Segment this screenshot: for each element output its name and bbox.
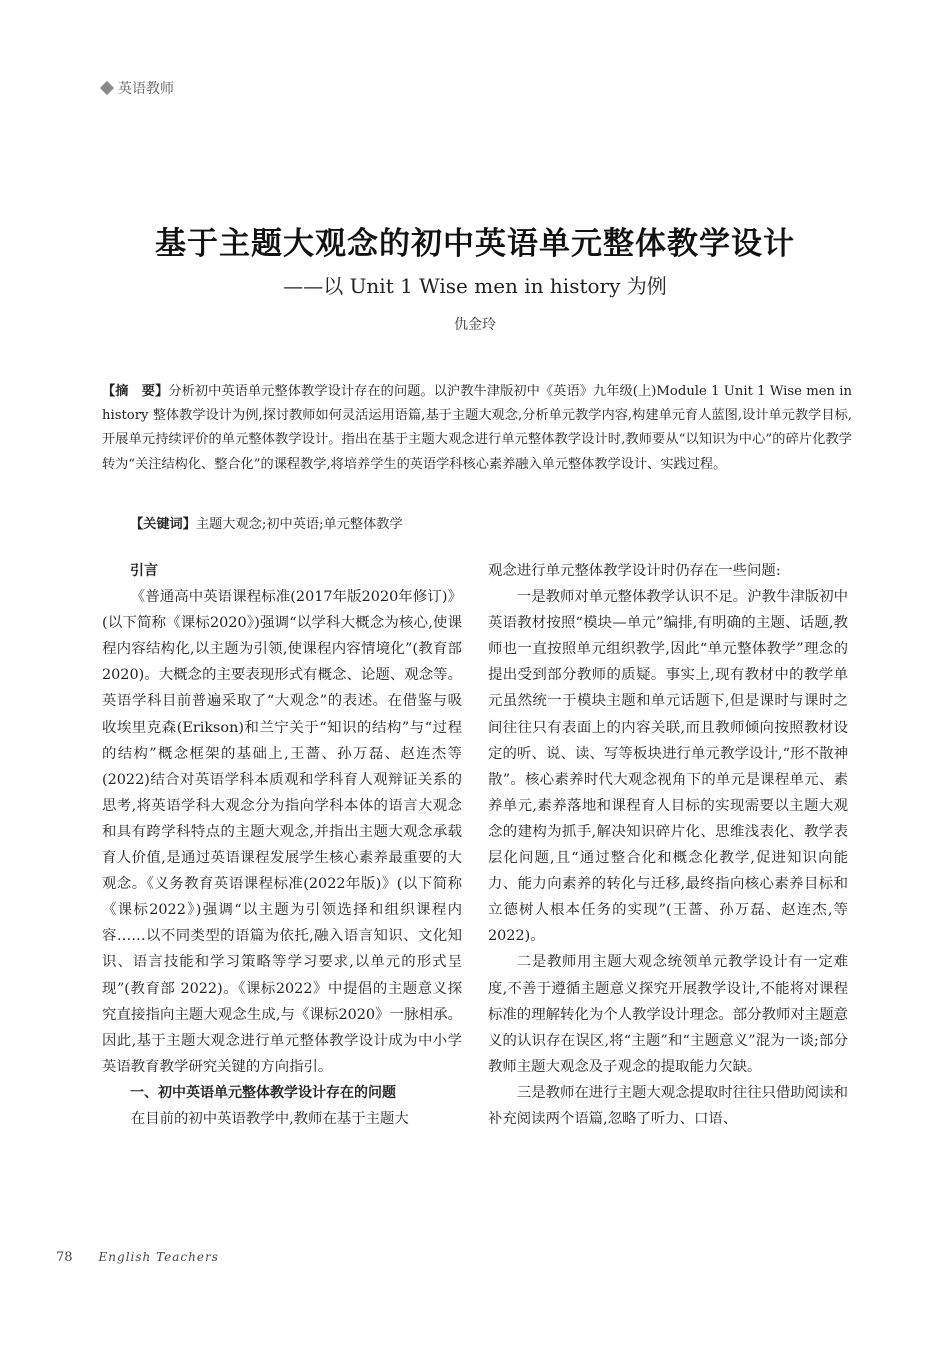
right-column	[488, 558, 848, 1132]
keywords	[130, 513, 850, 537]
section-header	[102, 78, 174, 98]
keywords-text: 主题大观念;初中英语;单元整体教学	[195, 517, 403, 532]
keywords-label: 【关键词】	[130, 517, 196, 532]
article-title: 基于主题大观念的初中英语单元整体教学设计	[155, 226, 795, 262]
left-column	[102, 558, 462, 1132]
article-author: 仇金玲	[454, 317, 496, 333]
intro-paragraph: 《普通高中英语课程标准(2017年版2020年修订)》(以下简称《课标2020》)强调“以学科大概念为核心,使课程内容结构化,以主题为引领,使课程内容情境化”(教育部 2020)。大概念的主要表现形式有概念、论题、观念等。英语学科目前普遍采取了“大观念”的表述。在借鉴与吸收埃里克森(Erikson)和兰宁关于“知识的结构”与“过程的结构”概念框架的基础上,王蔷、孙万磊、赵连杰等(2022)结合对英语学科本质观和学科育人观辩证关系的思考,将英语学科大观念分为指向学科本体的语言大观念和具有跨学科特点的主题大观念,并指出主题大观念承载育人价值,是通过英语课程发展学生核心素养最重要的大观念。《义务教育英语课程标准(2022年版)》(以下简称《课标2022》)强调“以主题为引领选择和组织课程内容……以不同类型的语篇为依托,融入语言知识、文化知识、语言技能和学习策略等学习要求,以单元的形式呈现”(教育部 2022)。《课标2022》中提倡的主题意义探究直接指向主题大观念生成,与《课标2020》一脉相承。因此,基于主题大观念进行单元整体教学设计成为中小学英语教育教学研究关键的方向指引。	[102, 589, 462, 1075]
section1-paragraph-1: 在目前的初中英语教学中,教师在基于主题大	[130, 1110, 409, 1127]
abstract	[102, 380, 852, 477]
article-subtitle: ——以 Unit 1 Wise men in history 为例	[283, 274, 667, 298]
abstract-text: 分析初中英语单元整体教学设计存在的问题。以沪教牛津版初中《英语》九年级(上)Module 1 Unit 1 Wise men in history 整体教学设计为例,探讨教师如何灵活运用语篇,基于主题大观念,分析单元教学内容,构建单元育人蓝图,设计单元教学目标,开展单元持续评价的单元整体教学设计。指出在基于主题大观念进行单元整体教学设计时,教师要从“以知识为中心”的碎片化教学转为“关注结构化、整合化”的课程教学,将培养学生的英语学科核心素养融入单元整体教学设计、实践过程。	[102, 384, 853, 472]
intro-heading: 引言	[130, 563, 158, 579]
journal-name: English Teachers	[98, 1250, 219, 1264]
page-number: 78	[56, 1250, 73, 1265]
section1-paragraph-1-continued: 观念进行单元整体教学设计时仍存在一些问题:	[488, 563, 781, 579]
section1-paragraph-2: 一是教师对单元整体教学认识不足。沪教牛津版初中英语教材按照“模块—单元”编排,有明确的主题、话题,教师也一直按照单元组织教学,因此“单元整体教学”理念的提出受到部分教师的质疑。事实上,现有教材中的教学单元虽然统一于模块主题和单元话题下,但是课时与课时之间往往只有表面上的内容关联,而且教师倾向按照教材设定的听、说、读、写等板块进行单元教学设计,“形不散神散”。核心素养时代大观念视角下的单元是课程单元、素养单元,素养落地和课程育人目标的实现需要以主题大观念的建构为抓手,解决知识碎片化、思维浅表化、教学表层化问题,且“通过整合化和概念化教学,促进知识向能力、能力向素养的转化与迁移,最终指向核心素养目标和立德树人根本任务的实现”(王蔷、孙万磊、赵连杰,等 2022)。	[488, 589, 848, 945]
abstract-label: 【摘 要】	[102, 384, 169, 399]
page-footer	[56, 1250, 219, 1265]
section1-paragraph-4: 三是教师在进行主题大观念提取时往往只借助阅读和补充阅读两个语篇,忽略了听力、口语、	[488, 1084, 848, 1127]
diamond-icon	[100, 81, 114, 95]
section1-heading: 一、初中英语单元整体教学设计存在的问题	[130, 1084, 396, 1101]
section-label: 英语教师	[118, 81, 174, 97]
section1-paragraph-3: 二是教师用主题大观念统领单元教学设计有一定难度,不善于遵循主题意义探究开展教学设计,不能将对课程标准的理解转化为个人教学设计理念。部分教师对主题意义的认识存在误区,将“主题”和“主题意义”混为一谈;部分教师主题大观念及子观念的提取能力欠缺。	[488, 954, 848, 1075]
